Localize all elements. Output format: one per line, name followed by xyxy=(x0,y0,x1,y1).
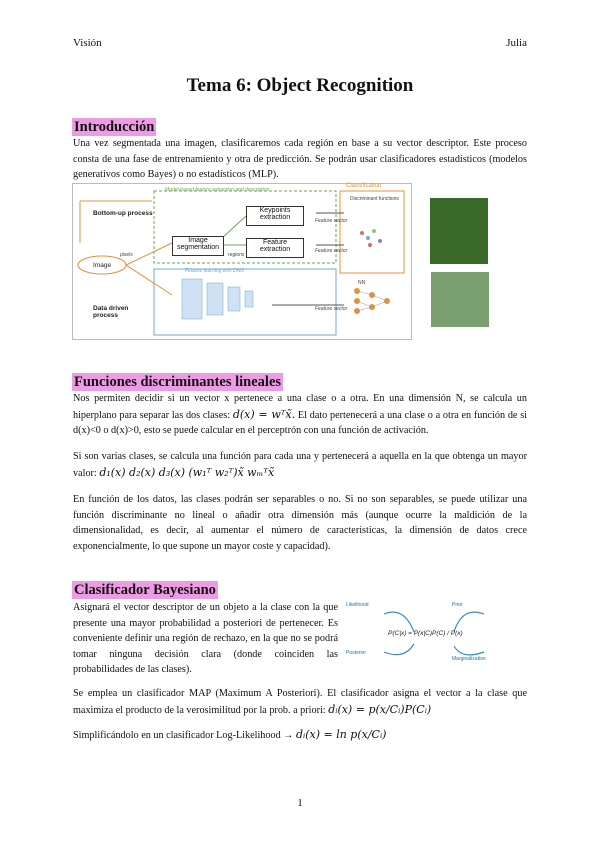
section-heading-introduccion: Introducción xyxy=(74,119,155,135)
scatter-thumb xyxy=(360,229,382,247)
keypoints-box: Keypoints extraction xyxy=(246,206,304,226)
bayes-p2-text: Se emplea un clasificador MAP (Maximum A Posteriori). El clasificador asigna el vector a la clase que maximiza el producto de la verosimilitud por la prob. a priori: xyxy=(73,688,527,716)
bicycle-photo xyxy=(431,272,489,327)
bayes-formula-loglik: dᵢ(x) = ln p(x/Cᵢ) xyxy=(295,728,387,741)
feature-vector-label-1: Feature vector xyxy=(315,218,348,224)
bayes-paragraph-1: Asignará el vector descriptor de un objeto a la clase con la que presente una mayor probabilidad a posteriori de pertenecer. Es conveniente definir una región de rechazo, en la que no se podrá tomar ninguna decisión clara (donde coinciden las probabilidades de las clases). xyxy=(73,602,338,675)
page-number: 1 xyxy=(297,797,303,809)
bottom-up-label: Bottom-up process xyxy=(93,210,153,217)
nn-label: NN xyxy=(358,280,366,286)
section-heading-bayes: Clasificador Bayesiano xyxy=(74,582,216,598)
bayes-paragraph-3 xyxy=(73,727,527,744)
discriminant-p1-text-b: El dato pertenecerá a una clase o a otra en función de si d(x)<0 o d(x)>0, esto se puede calcular en el perceptrón con una función de activación. xyxy=(73,409,528,436)
header-right: Julia xyxy=(506,37,527,49)
data-driven-label: Data driven process xyxy=(93,305,129,319)
classification-box xyxy=(340,191,404,273)
regions-label: regions xyxy=(228,252,245,258)
page-header xyxy=(73,37,527,49)
prior-label: Prior xyxy=(452,602,463,608)
classification-label: Classification xyxy=(346,183,382,189)
segmentation-box: Image segmentation xyxy=(172,236,224,256)
discriminant-formula-2: d₁(x) d₂(x) d₃(x) (w₁ᵀ w₂ᵀ)x̃ wₘᵀx̃ xyxy=(99,465,275,479)
discriminant-p2-text: Si son varias clases, se calcula una función para cada una y pertenecerá a aquella en la que obtenga un mayor valor: xyxy=(73,451,527,479)
intro-paragraph: Una vez segmentada una imagen, clasificaremos cada región en base a su vector descriptor. Este proceso consta de una fase de entrenamiento y otra de predicción. Se podrán usar clasificadores estadísticos (modelos generativos como Bayes) o no estadísticos (MLP). xyxy=(73,138,527,180)
image-label: Image xyxy=(93,262,112,269)
arrow-seg-key xyxy=(222,216,246,238)
discriminant-formula-1: d(x) = wᵀx̃. xyxy=(232,407,296,421)
discriminant-paragraph-3: En función de los datos, las clases podrán ser separables o no. Si no son separables, se puede utilizar una función discriminante no lineal o añadir otra dimensión más (aunque ocurre la maldición de la dimensionalidad, es decir, al aumentar el número de características, la dimensión de datos crece exponencialmente, lo que supone un mayor coste y capacidad). xyxy=(73,494,527,552)
dnn-thumb xyxy=(182,279,253,319)
digits-image xyxy=(430,198,488,264)
discriminant-paragraph-2 xyxy=(73,449,527,481)
bayes-formula: P(C|x) = P(x|C)P(C) / P(x) xyxy=(388,630,463,637)
likelihood-label: Likelihood xyxy=(346,602,369,608)
feature-vector-label-3: Feature vector xyxy=(315,306,348,312)
discriminant-paragraph-1 xyxy=(73,391,527,439)
posterior-label: Posterior xyxy=(346,650,367,656)
section-heading-discriminantes: Funciones discriminantes lineales xyxy=(74,374,282,390)
discriminant-p1-text-a: Nos permiten decidir si un vector x pertenece a una clase o a otra. En una dimensión N, se calcula un hiperplano para separar las dos clases: xyxy=(73,393,527,421)
header-left: Visión xyxy=(73,37,102,49)
pixels-label: pixels xyxy=(120,252,133,258)
page-title: Tema 6: Object Recognition xyxy=(186,75,414,96)
marginalization-label: Marginalization xyxy=(452,656,486,662)
feature-learning-label: Feature learning with DNN xyxy=(185,268,244,274)
nn-graph xyxy=(354,288,390,314)
bayes-p3-text: Simplificándolo en un clasificador Log-Likelihood → xyxy=(73,730,294,741)
feature-vector-label-2: Feature vector xyxy=(315,248,348,254)
bayes-paragraph-2 xyxy=(73,686,527,718)
feature-extraction-box: Feature extraction xyxy=(246,238,304,258)
discriminant-label: Discriminant functions xyxy=(350,196,399,202)
model-based-label: Model-based feature extraction and description xyxy=(165,187,270,193)
bayes-formula-map: dᵢ(x) = p(x/Cᵢ)P(Cᵢ) xyxy=(328,702,432,716)
